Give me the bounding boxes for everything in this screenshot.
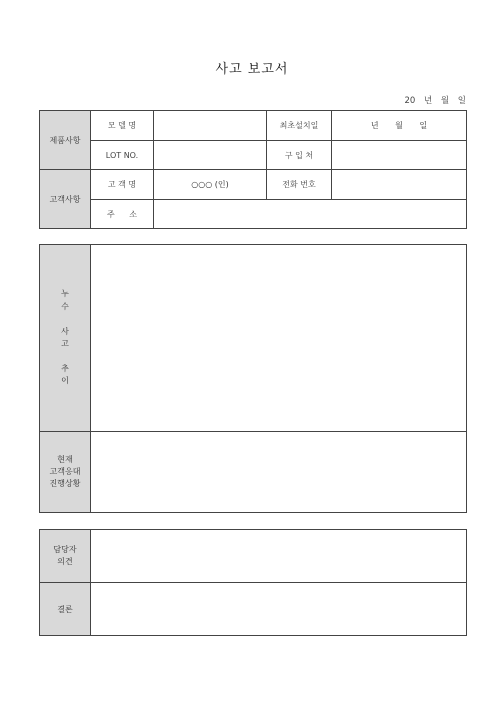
customer-section-header: 고객사항 [40, 170, 91, 229]
report-date: 20 년 월 일 [404, 96, 466, 106]
incident-progress-field[interactable] [91, 245, 467, 432]
current-status-header: 현재 고객응대 진행상황 [40, 432, 91, 513]
incident-progress-header [40, 245, 91, 432]
info-table [39, 110, 467, 229]
opinion-table [39, 529, 467, 636]
manager-opinion-field[interactable] [91, 530, 467, 583]
lot-label: LOT NO. [91, 141, 154, 170]
incident-table [39, 244, 467, 513]
install-date-field[interactable]: 년 월 일 [332, 111, 467, 141]
product-section-header: 제품사항 [40, 111, 91, 170]
model-label: 모 델 명 [91, 111, 154, 141]
model-field[interactable] [154, 111, 267, 141]
purchase-label: 구 입 처 [267, 141, 332, 170]
page-title: 사고 보고서 [215, 62, 289, 77]
phone-field[interactable] [332, 170, 467, 200]
phone-label: 전화 번호 [267, 170, 332, 200]
manager-opinion-header: 담당자 의견 [40, 530, 91, 583]
address-field[interactable] [154, 200, 467, 229]
conclusion-field[interactable] [91, 583, 467, 636]
incident-progress-label: 누 수 사 고 추 이 [61, 289, 69, 386]
customer-name-label: 고 객 명 [91, 170, 154, 200]
install-date-label: 최초설치일 [267, 111, 332, 141]
customer-name-field[interactable]: ○○○ (인) [154, 170, 267, 200]
purchase-field[interactable] [332, 141, 467, 170]
conclusion-header: 결론 [40, 583, 91, 636]
current-status-field[interactable] [91, 432, 467, 513]
lot-field[interactable] [154, 141, 267, 170]
address-label: 주 소 [91, 200, 154, 229]
